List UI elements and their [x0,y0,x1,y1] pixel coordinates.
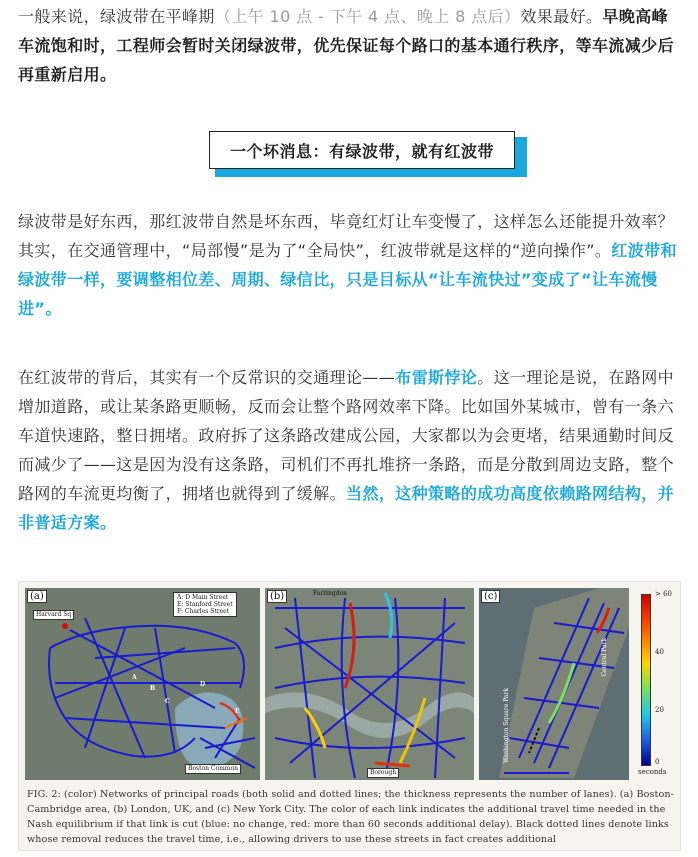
legend-entry: A: D Main Street [177,594,229,601]
section-heading-block [18,89,679,207]
map-letter: D [200,681,206,688]
colorbar [641,594,651,766]
bold-text: 早晚高峰车流饱和时，工程师会暂时关闭绿波带，优先保证每个路口的基本通行秩序，等车流减少后再重新启用。 [18,7,675,84]
highlight-term: 布雷斯悖论 [395,368,478,387]
legend-entry: F: Charles Street [177,608,230,615]
colorbar-tick: 20 [655,706,664,714]
map-tag: Borough [367,768,399,778]
panel-legend [173,592,237,617]
map-letter: A [132,674,137,681]
muted-text: （上午 10 点 - 下午 4 点、晚上 8 点后） [214,7,521,26]
text: 效果最好。 [520,7,603,26]
text: 。这一理论是说，在路网中增加道路，或让某条路更顺畅，反而会让整个路网效率下降。比如国外某城市，曾有一条六车道快速路，整日拥堵。政府拆了这条路改建成公园，大家都以为会更堵，结果通勤时间反而减少了——这是因为没有这条路，司机们不再扎堆挤一条路，而是分散到周边支路，整个路网的车流更均衡了，拥堵也就得到了缓解。 [18,368,675,503]
figure-caption: FIG. 2: (color) Networks of principal roads (both solid and dotted lines; the thickness represents the number of lanes). (a) Boston-Cambridge area, (b) London, UK, and (c) New York City. The color of each link indicates the additional travel time needed in the Nash equilibrium if that link is cut (blue: no change, red: more than 60 seconds additional delay). Black dotted lines denote links whose removal reduces the travel time, i.e., allowing drivers to use these streets in fact creates additional [27,789,674,845]
colorbar-tick: 40 [655,648,664,656]
panel-london [265,588,474,780]
map-tag: Boston Common [185,764,241,774]
map-tag: Farringdon [313,590,348,597]
panel-nyc [479,588,629,780]
paragraph-1 [18,0,679,89]
text: 在红波带的背后，其实有一个反常识的交通理论—— [18,368,396,387]
panel-label: (a) [27,590,47,603]
map-letter: E [235,708,240,715]
panel-label: (c) [481,590,500,603]
colorbar-tick: > 60 [655,590,672,598]
colorbar-unit: seconds [638,768,667,776]
text: 一般来说，绿波带在平峰期 [18,7,215,26]
map-tag: Harvard Sq [33,610,74,620]
paragraph-3 [18,363,679,537]
road-network-figure [18,581,681,851]
figure [18,581,679,851]
colorbar-tick: 0 [655,758,660,766]
map-tag: Central Park [601,638,608,677]
legend-entry: E: Stanford Street [177,601,233,608]
map-letter: C [165,698,170,705]
map-tag: Washington Square Park [503,688,510,764]
section-heading: 一个坏消息：有绿波带，就有红波带 [209,131,515,169]
highlight-text: 当然，这种策略的成功高度依赖路网结构，并非普适方案。 [18,484,675,532]
text: 绿波带是好东西，那红波带自然是坏东西，毕竟红灯让车变慢了，这样怎么还能提升效率？其实，在交通管理中，“局部慢”是为了“全局快”，红波带就是这样的“逆向操作”。 [18,212,675,260]
highlight-text: 红波带和绿波带一样，要调整相位差、周期、绿信比，只是目标从“让车流快过”变成了“让车流慢进”。 [18,241,677,318]
paragraph-2 [18,207,679,323]
map-letter: B [150,685,156,692]
panel-label: (b) [267,590,287,603]
panel-boston [25,588,260,780]
